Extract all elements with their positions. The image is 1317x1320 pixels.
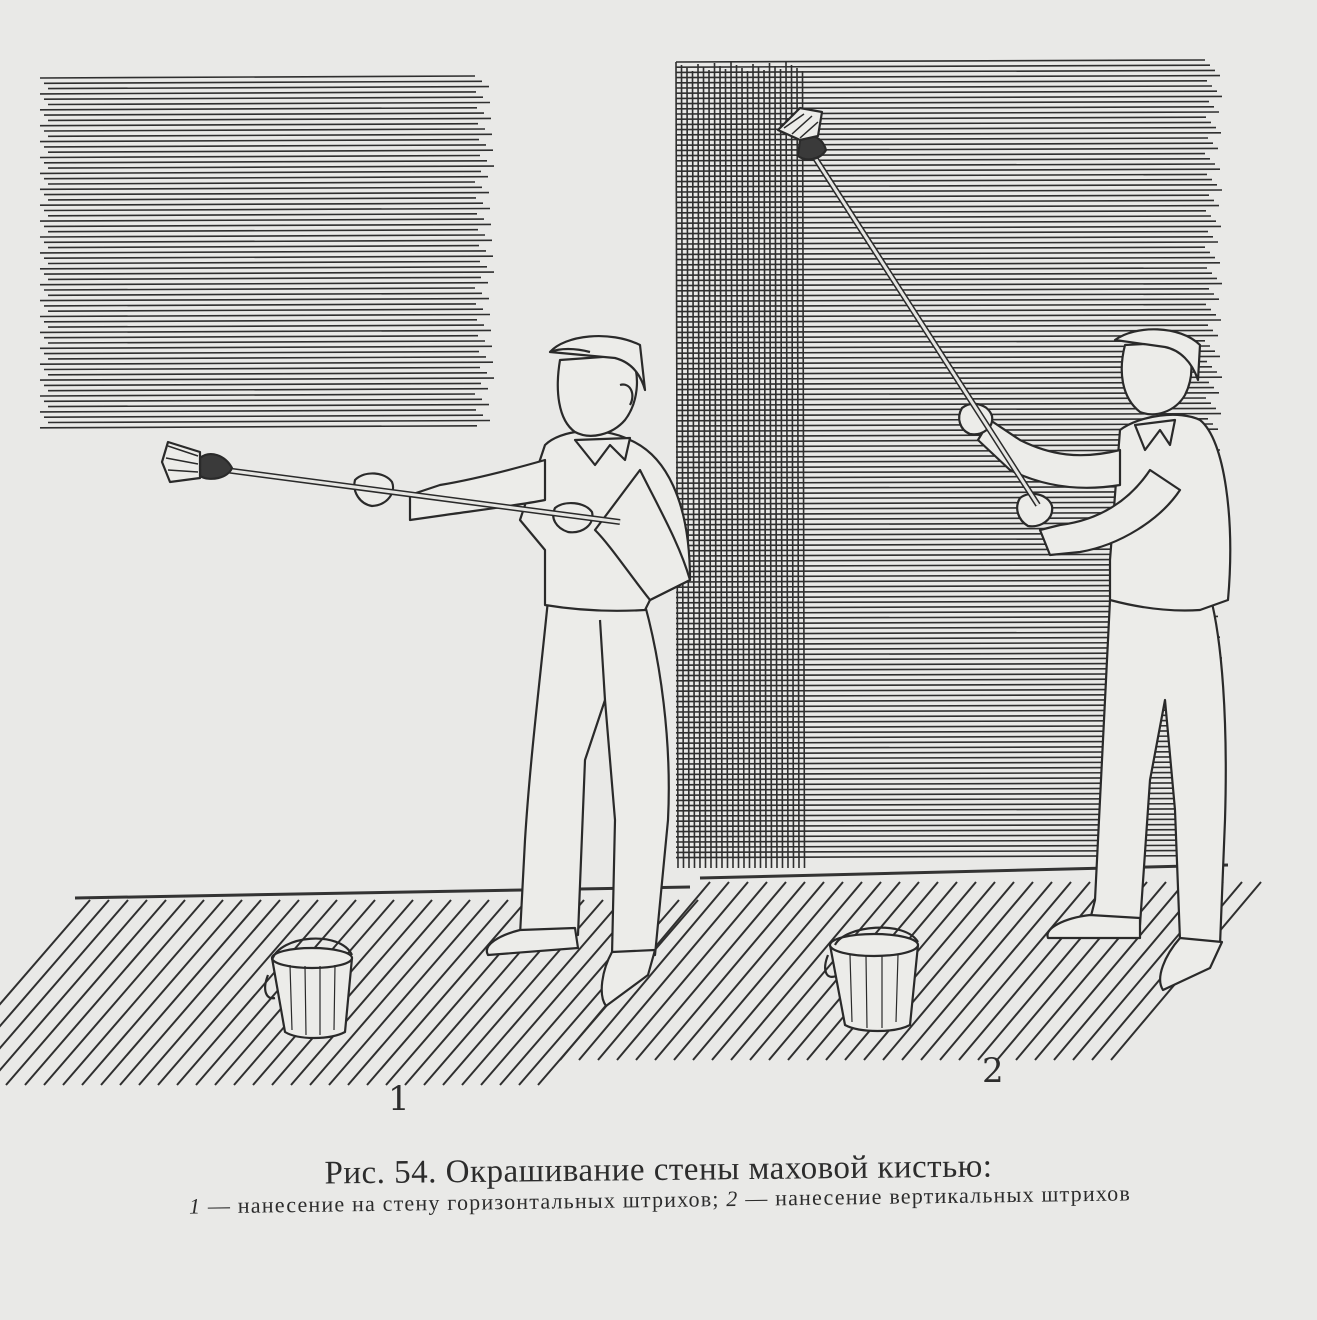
panel-number-1: 1 [388, 1079, 410, 1119]
worker-1 [162, 336, 690, 1038]
figure-caption-title: Рис. 54. Окрашивание стены маховой кистью: [324, 1148, 993, 1192]
caption-item-2-number: 2 [726, 1185, 739, 1212]
panel-number-2: 2 [982, 1051, 1004, 1091]
caption-item-1-number: 1 [188, 1193, 202, 1219]
caption-item-2-text: — нанесение вертикальных штрихов [738, 1180, 1132, 1211]
caption-item-1-text: — нанесение на стену горизонтальных штрихов; [201, 1186, 727, 1219]
bucket-1 [265, 939, 352, 1038]
bucket-2 [825, 928, 918, 1031]
right-wall-vertical-strokes [676, 62, 805, 868]
left-wall-horizontal-strokes [40, 76, 494, 428]
